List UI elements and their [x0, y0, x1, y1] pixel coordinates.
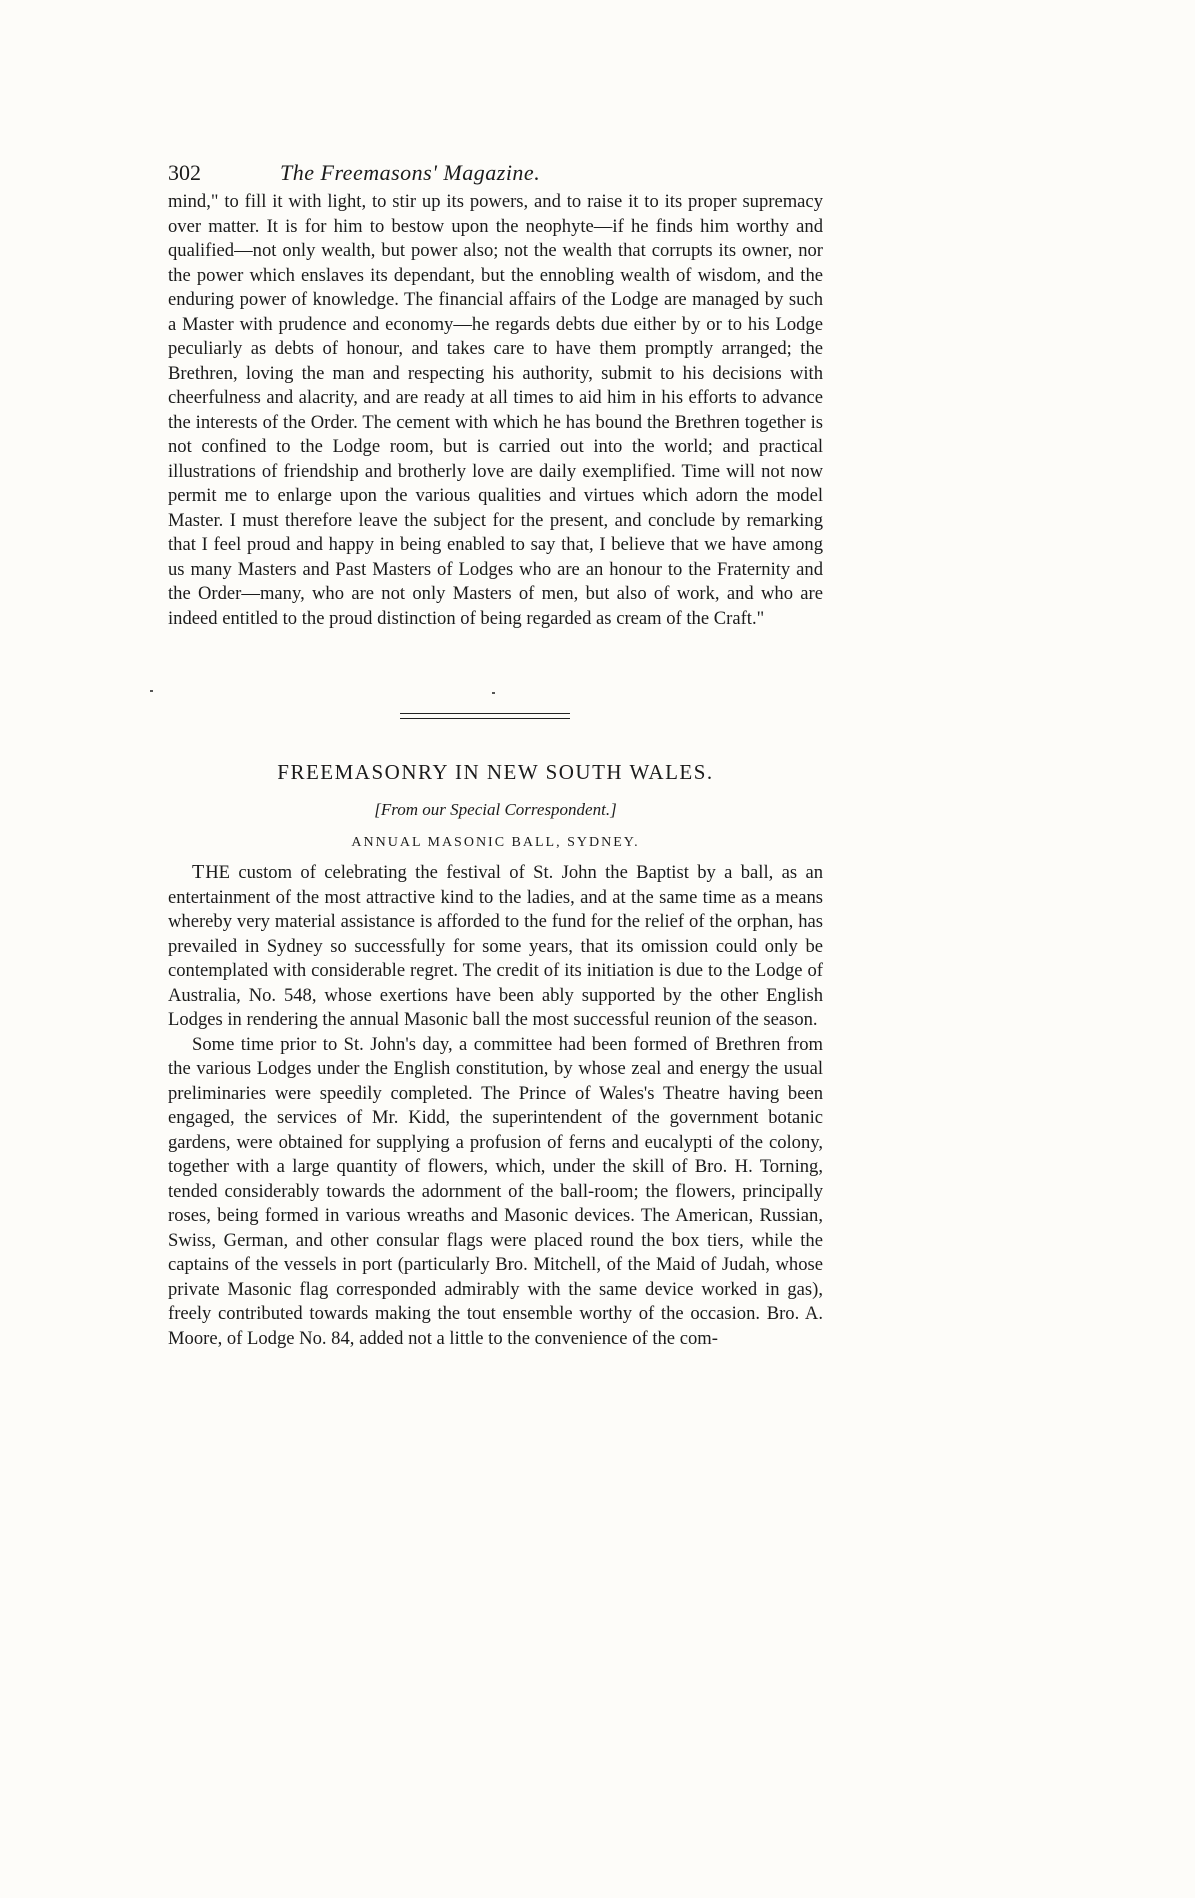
- section-divider-top: [400, 713, 570, 714]
- section-divider-bottom: [400, 718, 570, 719]
- print-speck: [492, 692, 495, 694]
- article-paragraph: THE custom of celebrating the festival of St. John the Baptist by a ball, as an entertainment of the most attractive kind to the ladies, and at the same time as a means whereby very material assistance is afforded to the fund for the relief of the orphan, has prevailed in Sydney so successfully for some years, that its omission could only be contemplated with considerable regret. The credit of its initiation is due to the Lodge of Australia, No. 548, whose exertions have been ably supported by the other English Lodges in rendering the annual Masonic ball the most successful reunion of the season.: [168, 861, 823, 1030]
- article-paragraph: Some time prior to St. John's day, a committee had been formed of Brethren from the various Lodges under the English constitution, by whose zeal and energy the usual preliminaries were speedily completed. The Prince of Wales's Theatre having been engaged, the services of Mr. Kidd, the superintendent of the government botanic gardens, were obtained for supplying a profusion of ferns and eucalypti of the colony, together with a large quantity of flowers, which, under the skill of Bro. H. Torning, tended considerably towards the adornment of the ball-room; the flowers, principally roses, being formed in various wreaths and Masonic devices. The American, Russian, Swiss, German, and other consular flags were placed round the box tiers, while the captains of the vessels in port (particularly Bro. Mitchell, of the Maid of Judah, whose private Masonic flag corresponded admirably with the same device worked in gas), freely contributed towards making the tout ensemble worthy of the occasion. Bro. A. Moore, of Lodge No. 84, added not a little to the convenience of the com-: [168, 1033, 823, 1349]
- page-number: 302: [168, 160, 201, 185]
- journal-title: The Freemasons' Magazine.: [280, 160, 541, 185]
- paragraph-text: mind," to fill it with light, to stir up its powers, and to raise it to its proper supremacy over matter. It is for him to bestow upon the neophyte—if he finds him worthy and qualified—not only wealth, but power also; not the wealth that corrupts its owner, nor the power which enslaves its dependant, but the ennobling wealth of wisdom, and the enduring power of knowledge. The financial affairs of the Lodge are managed by such a Master with prudence and economy—he regards debts due either by or to his Lodge peculiarly as debts of honour, and takes care to have them promptly arranged; the Brethren, loving the man and respecting his authority, submit to his decisions with cheerfulness and alacrity, and are ready at all times to aid him in his efforts to advance the interests of the Order. The cement with which he has bound the Brethren together is not confined to the Lodge room, but is carried out into the world; and practical illustrations of friendship and brotherly love are daily exemplified. Time will not now permit me to enlarge upon the various qualities and virtues which adorn the model Master. I must therefore leave the subject for the present, and conclude by remarking that I feel proud and happy in being enabled to say that, I believe that we have among us many Masters and Past Masters of Lodges who are an honour to the Fraternity and the Order—many, who are not only Masters of men, but also of work, and who are indeed entitled to the proud distinction of being regarded as cream of the Craft.": [168, 191, 823, 629]
- print-speck: [150, 690, 153, 692]
- article-body: [168, 860, 823, 1351]
- article-subheading: ANNUAL MASONIC BALL, SYDNEY.: [351, 835, 640, 850]
- article-title: FREEMASONRY IN NEW SOUTH WALES.: [277, 760, 714, 784]
- article-byline: [From our Special Correspondent.]: [374, 800, 617, 819]
- continued-paragraph: [168, 190, 823, 631]
